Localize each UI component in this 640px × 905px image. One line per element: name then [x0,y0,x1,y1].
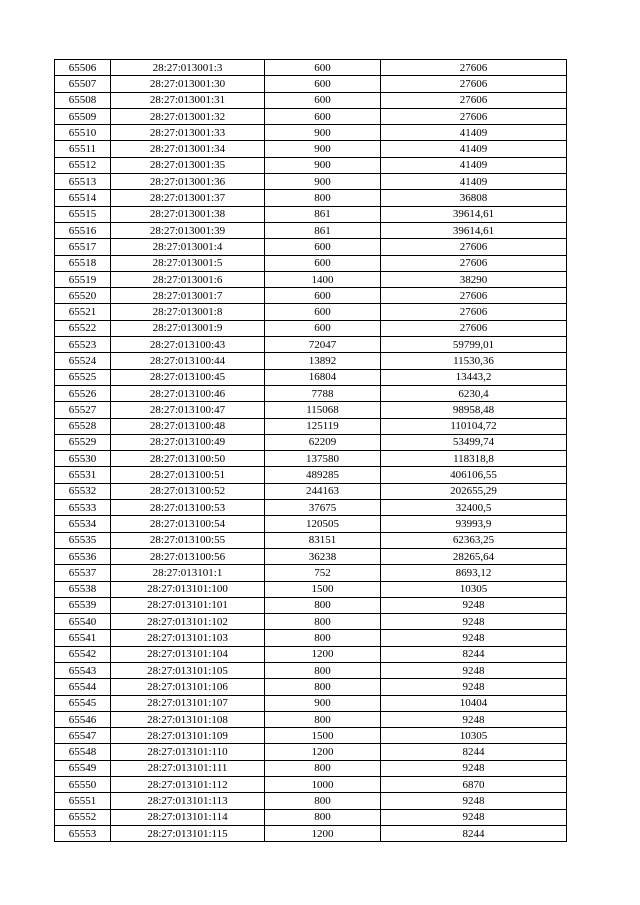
cadastral-number-cell: 28:27:013101:107 [111,695,265,711]
cadastral-number-cell: 28:27:013001:4 [111,239,265,255]
table-row [55,744,567,760]
area-cell: 62209 [265,434,381,450]
area-cell: 115068 [265,402,381,418]
value-cell: 10305 [381,581,567,597]
row-number-cell: 65519 [55,271,111,287]
table-row [55,777,567,793]
value-cell: 9248 [381,630,567,646]
value-cell: 9248 [381,662,567,678]
table-row [55,760,567,776]
table-row [55,711,567,727]
area-cell: 600 [265,60,381,76]
row-number-cell: 65549 [55,760,111,776]
table-row [55,76,567,92]
table-row [55,92,567,108]
area-cell: 600 [265,92,381,108]
table-row [55,662,567,678]
value-cell: 10305 [381,728,567,744]
value-cell: 10404 [381,695,567,711]
table-body [55,60,567,842]
cadastral-number-cell: 28:27:013001:37 [111,190,265,206]
area-cell: 600 [265,76,381,92]
row-number-cell: 65530 [55,451,111,467]
row-number-cell: 65529 [55,434,111,450]
row-number-cell: 65531 [55,467,111,483]
area-cell: 752 [265,565,381,581]
value-cell: 28265,64 [381,548,567,564]
value-cell: 93993,9 [381,516,567,532]
row-number-cell: 65543 [55,662,111,678]
cadastral-number-cell: 28:27:013001:30 [111,76,265,92]
row-number-cell: 65537 [55,565,111,581]
cadastral-number-cell: 28:27:013001:33 [111,125,265,141]
area-cell: 600 [265,239,381,255]
value-cell: 36808 [381,190,567,206]
row-number-cell: 65518 [55,255,111,271]
value-cell: 6230,4 [381,385,567,401]
table-row [55,548,567,564]
area-cell: 120505 [265,516,381,532]
value-cell: 38290 [381,271,567,287]
cadastral-number-cell: 28:27:013100:53 [111,500,265,516]
area-cell: 800 [265,597,381,613]
value-cell: 27606 [381,320,567,336]
table-row [55,500,567,516]
table-row [55,337,567,353]
table-row [55,728,567,744]
table-row [55,614,567,630]
value-cell: 8244 [381,825,567,841]
area-cell: 800 [265,630,381,646]
area-cell: 861 [265,222,381,238]
area-cell: 800 [265,614,381,630]
table-row [55,60,567,76]
table-row [55,206,567,222]
row-number-cell: 65524 [55,353,111,369]
row-number-cell: 65541 [55,630,111,646]
table-row [55,532,567,548]
area-cell: 1500 [265,581,381,597]
cadastral-number-cell: 28:27:013101:108 [111,711,265,727]
value-cell: 6870 [381,777,567,793]
cadastral-number-cell: 28:27:013001:35 [111,157,265,173]
cadastral-number-cell: 28:27:013001:38 [111,206,265,222]
value-cell: 11530,36 [381,353,567,369]
row-number-cell: 65507 [55,76,111,92]
cadastral-number-cell: 28:27:013101:111 [111,760,265,776]
table-row [55,630,567,646]
table-row [55,304,567,320]
area-cell: 1200 [265,744,381,760]
table-row [55,516,567,532]
area-cell: 72047 [265,337,381,353]
value-cell: 59799,01 [381,337,567,353]
cadastral-number-cell: 28:27:013100:46 [111,385,265,401]
row-number-cell: 65551 [55,793,111,809]
row-number-cell: 65512 [55,157,111,173]
area-cell: 1200 [265,825,381,841]
row-number-cell: 65516 [55,222,111,238]
cadastral-number-cell: 28:27:013001:34 [111,141,265,157]
area-cell: 861 [265,206,381,222]
value-cell: 27606 [381,255,567,271]
value-cell: 27606 [381,304,567,320]
cadastral-number-cell: 28:27:013001:7 [111,288,265,304]
cadastral-number-cell: 28:27:013100:54 [111,516,265,532]
table-row [55,288,567,304]
data-table [54,59,567,842]
value-cell: 9248 [381,614,567,630]
row-number-cell: 65523 [55,337,111,353]
value-cell: 9248 [381,793,567,809]
row-number-cell: 65547 [55,728,111,744]
table-row [55,271,567,287]
cadastral-number-cell: 28:27:013100:55 [111,532,265,548]
table-row [55,467,567,483]
value-cell: 41409 [381,157,567,173]
value-cell: 27606 [381,239,567,255]
table-row [55,809,567,825]
area-cell: 83151 [265,532,381,548]
table-row [55,679,567,695]
table-row [55,695,567,711]
table-row [55,190,567,206]
row-number-cell: 65544 [55,679,111,695]
table-row [55,565,567,581]
cadastral-number-cell: 28:27:013101:100 [111,581,265,597]
area-cell: 800 [265,711,381,727]
row-number-cell: 65510 [55,125,111,141]
value-cell: 9248 [381,760,567,776]
cadastral-number-cell: 28:27:013101:1 [111,565,265,581]
row-number-cell: 65539 [55,597,111,613]
area-cell: 900 [265,695,381,711]
table-row [55,793,567,809]
row-number-cell: 65550 [55,777,111,793]
area-cell: 1000 [265,777,381,793]
cadastral-number-cell: 28:27:013100:50 [111,451,265,467]
area-cell: 1500 [265,728,381,744]
area-cell: 16804 [265,369,381,385]
row-number-cell: 65521 [55,304,111,320]
cadastral-number-cell: 28:27:013100:48 [111,418,265,434]
value-cell: 32400,5 [381,500,567,516]
cadastral-number-cell: 28:27:013101:114 [111,809,265,825]
value-cell: 8244 [381,744,567,760]
row-number-cell: 65506 [55,60,111,76]
area-cell: 600 [265,320,381,336]
cadastral-number-cell: 28:27:013101:112 [111,777,265,793]
row-number-cell: 65520 [55,288,111,304]
table-row [55,174,567,190]
value-cell: 118318,8 [381,451,567,467]
area-cell: 900 [265,157,381,173]
area-cell: 900 [265,125,381,141]
value-cell: 27606 [381,108,567,124]
value-cell: 41409 [381,125,567,141]
value-cell: 27606 [381,60,567,76]
row-number-cell: 65538 [55,581,111,597]
table-row [55,141,567,157]
cadastral-number-cell: 28:27:013001:5 [111,255,265,271]
cadastral-number-cell: 28:27:013101:102 [111,614,265,630]
area-cell: 125119 [265,418,381,434]
cadastral-number-cell: 28:27:013001:6 [111,271,265,287]
area-cell: 800 [265,809,381,825]
area-cell: 800 [265,662,381,678]
row-number-cell: 65525 [55,369,111,385]
area-cell: 800 [265,190,381,206]
row-number-cell: 65522 [55,320,111,336]
table-row [55,483,567,499]
row-number-cell: 65515 [55,206,111,222]
row-number-cell: 65528 [55,418,111,434]
value-cell: 9248 [381,679,567,695]
value-cell: 27606 [381,92,567,108]
value-cell: 9248 [381,711,567,727]
value-cell: 27606 [381,288,567,304]
area-cell: 137580 [265,451,381,467]
row-number-cell: 65553 [55,825,111,841]
value-cell: 8244 [381,646,567,662]
area-cell: 900 [265,141,381,157]
table-row [55,108,567,124]
table-row [55,125,567,141]
row-number-cell: 65533 [55,500,111,516]
area-cell: 1200 [265,646,381,662]
table-row [55,646,567,662]
table-row [55,353,567,369]
cadastral-number-cell: 28:27:013001:31 [111,92,265,108]
table-row [55,402,567,418]
cadastral-number-cell: 28:27:013100:49 [111,434,265,450]
row-number-cell: 65514 [55,190,111,206]
row-number-cell: 65509 [55,108,111,124]
table-row [55,157,567,173]
value-cell: 406106,55 [381,467,567,483]
cadastral-number-cell: 28:27:013001:39 [111,222,265,238]
row-number-cell: 65545 [55,695,111,711]
cadastral-number-cell: 28:27:013001:9 [111,320,265,336]
area-cell: 800 [265,760,381,776]
cadastral-number-cell: 28:27:013101:104 [111,646,265,662]
cadastral-number-cell: 28:27:013100:56 [111,548,265,564]
area-cell: 800 [265,793,381,809]
area-cell: 800 [265,679,381,695]
value-cell: 62363,25 [381,532,567,548]
area-cell: 600 [265,304,381,320]
table-row [55,239,567,255]
area-cell: 900 [265,174,381,190]
cadastral-number-cell: 28:27:013100:44 [111,353,265,369]
row-number-cell: 65526 [55,385,111,401]
cadastral-number-cell: 28:27:013101:106 [111,679,265,695]
cadastral-number-cell: 28:27:013100:43 [111,337,265,353]
value-cell: 41409 [381,141,567,157]
cadastral-number-cell: 28:27:013001:3 [111,60,265,76]
area-cell: 36238 [265,548,381,564]
area-cell: 7788 [265,385,381,401]
table-row [55,320,567,336]
table-row [55,222,567,238]
area-cell: 13892 [265,353,381,369]
table-row [55,369,567,385]
table-row [55,451,567,467]
table-row [55,581,567,597]
value-cell: 9248 [381,809,567,825]
area-cell: 1400 [265,271,381,287]
cadastral-number-cell: 28:27:013101:101 [111,597,265,613]
value-cell: 13443,2 [381,369,567,385]
cadastral-number-cell: 28:27:013101:113 [111,793,265,809]
row-number-cell: 65511 [55,141,111,157]
table-row [55,255,567,271]
value-cell: 53499,74 [381,434,567,450]
area-cell: 489285 [265,467,381,483]
cadastral-number-cell: 28:27:013001:32 [111,108,265,124]
row-number-cell: 65517 [55,239,111,255]
row-number-cell: 65546 [55,711,111,727]
row-number-cell: 65540 [55,614,111,630]
value-cell: 9248 [381,597,567,613]
value-cell: 39614,61 [381,206,567,222]
cadastral-number-cell: 28:27:013100:52 [111,483,265,499]
cadastral-number-cell: 28:27:013101:110 [111,744,265,760]
area-cell: 37675 [265,500,381,516]
cadastral-number-cell: 28:27:013101:105 [111,662,265,678]
area-cell: 600 [265,255,381,271]
table-row [55,418,567,434]
value-cell: 27606 [381,76,567,92]
row-number-cell: 65527 [55,402,111,418]
cadastral-number-cell: 28:27:013101:115 [111,825,265,841]
area-cell: 600 [265,108,381,124]
row-number-cell: 65535 [55,532,111,548]
row-number-cell: 65534 [55,516,111,532]
row-number-cell: 65513 [55,174,111,190]
row-number-cell: 65548 [55,744,111,760]
value-cell: 41409 [381,174,567,190]
area-cell: 600 [265,288,381,304]
cadastral-number-cell: 28:27:013100:51 [111,467,265,483]
table-row [55,825,567,841]
cadastral-number-cell: 28:27:013100:47 [111,402,265,418]
row-number-cell: 65542 [55,646,111,662]
value-cell: 202655,29 [381,483,567,499]
cadastral-number-cell: 28:27:013100:45 [111,369,265,385]
value-cell: 98958,48 [381,402,567,418]
row-number-cell: 65532 [55,483,111,499]
cadastral-number-cell: 28:27:013001:8 [111,304,265,320]
row-number-cell: 65536 [55,548,111,564]
cadastral-number-cell: 28:27:013101:103 [111,630,265,646]
table-row [55,597,567,613]
table-row [55,385,567,401]
cadastral-number-cell: 28:27:013001:36 [111,174,265,190]
value-cell: 39614,61 [381,222,567,238]
table-row [55,434,567,450]
row-number-cell: 65552 [55,809,111,825]
row-number-cell: 65508 [55,92,111,108]
value-cell: 110104,72 [381,418,567,434]
area-cell: 244163 [265,483,381,499]
value-cell: 8693,12 [381,565,567,581]
cadastral-number-cell: 28:27:013101:109 [111,728,265,744]
